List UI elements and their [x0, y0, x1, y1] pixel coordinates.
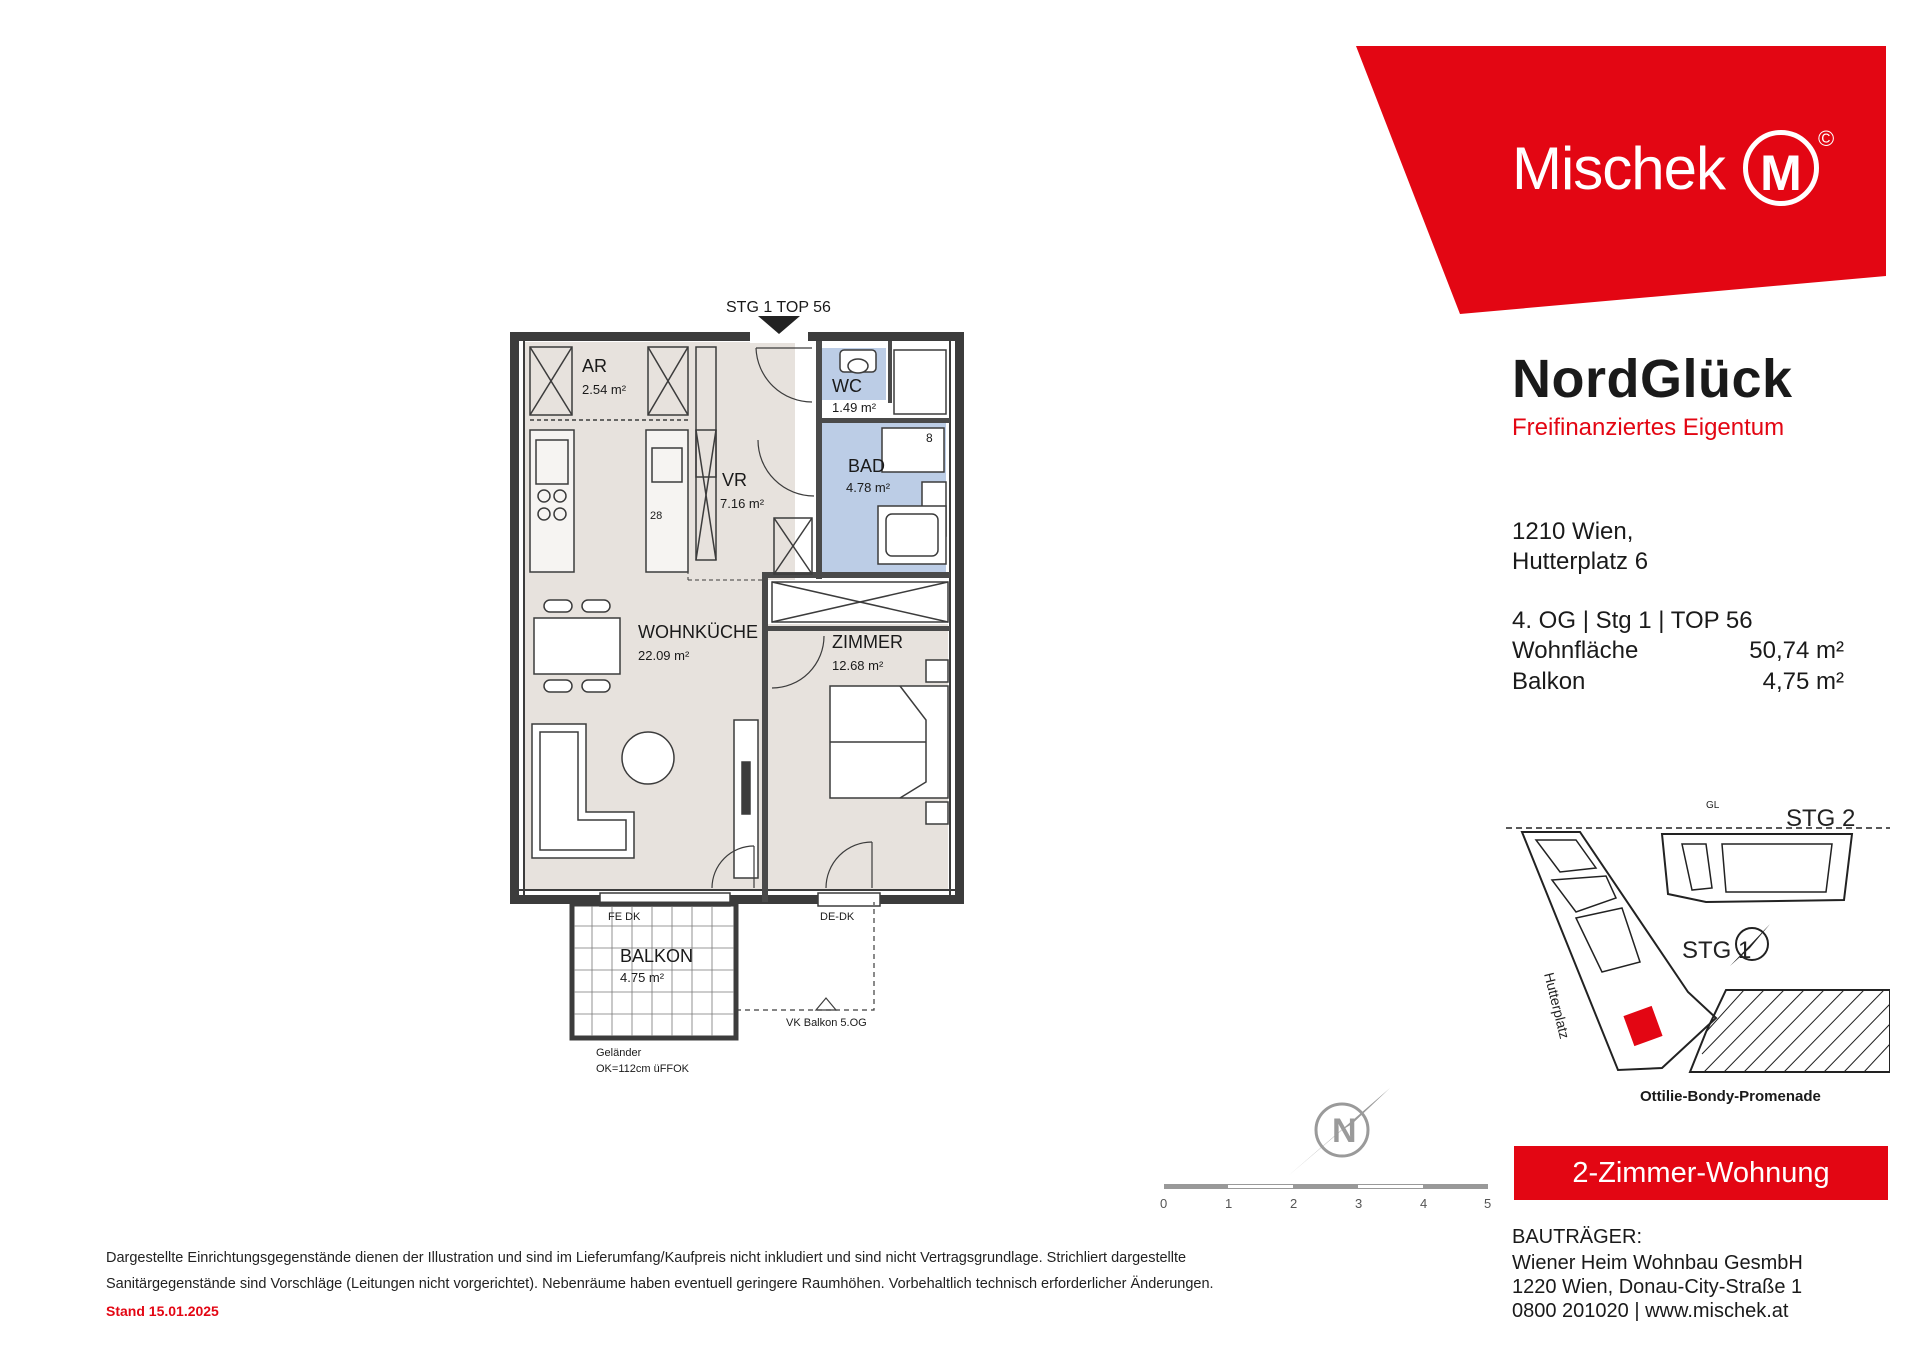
site-plan [1506, 792, 1890, 1112]
living-area-value: 50,74 m² [1749, 637, 1844, 664]
address-line-2: Hutterplatz 6 [1512, 548, 1649, 575]
room-name-zimmer: ZIMMER [832, 632, 903, 652]
address-line-1: 1210 Wien, [1512, 518, 1634, 545]
developer-contact: 0800 201020 | www.mischek.at [1512, 1300, 1789, 1322]
room-area-zimmer: 12.68 m² [832, 658, 884, 673]
room-area-wohnkueche: 22.09 m² [638, 648, 690, 663]
room-area-vr: 7.16 m² [720, 496, 765, 511]
floor-plan [460, 290, 1060, 1090]
room-area-wc: 1.49 m² [832, 400, 877, 415]
room-name-bad: BAD [848, 456, 886, 476]
developer-name: Wiener Heim Wohnbau GesmbH [1512, 1252, 1803, 1274]
room-area-bad: 4.78 m² [846, 480, 891, 495]
unit-identifier: 4. OG | Stg 1 | TOP 56 [1512, 607, 1753, 634]
entrance-label: STG 1 TOP 56 [726, 299, 831, 316]
room-name-ar: AR [582, 356, 608, 376]
scale-tick-5: 5 [1484, 1196, 1492, 1211]
room-name-vr: VR [722, 470, 748, 490]
north-arrow-icon [1282, 1084, 1402, 1184]
balcony-edge-note: VK Balkon 5.OG [786, 1017, 867, 1029]
project-name: NordGlück [1512, 349, 1793, 409]
scale-tick-4: 4 [1420, 1196, 1428, 1211]
room-name-wohnkueche: WOHNKÜCHE [638, 622, 758, 642]
site-stg1-label: STG 1 [1682, 937, 1752, 964]
room-name-balkon: BALKON [620, 946, 694, 966]
balcony-area-value: 4,75 m² [1762, 668, 1844, 695]
disclaimer-line-2: Sanitärgegenstände sind Vorschläge (Leitungen nicht vorgerichtet). Nebenräume haben eventuell geringere Raumhöhen. Vorbehaltlich technisch erforderlicher Änderungen. [106, 1276, 1214, 1292]
scale-tick-3: 3 [1355, 1196, 1363, 1211]
developer-heading: BAUTRÄGER: [1512, 1226, 1643, 1248]
balcony-area-label: Balkon [1512, 668, 1586, 695]
project-subtitle: Freifinanziertes Eigentum [1512, 414, 1785, 441]
brand-registered-mark: © [1818, 126, 1835, 151]
door-label-de-dk: DE-DK [820, 911, 855, 923]
site-road-label: Ottilie-Bondy-Promenade [1640, 1088, 1821, 1105]
scale-tick-2: 2 [1290, 1196, 1298, 1211]
scale-tick-0: 0 [1160, 1196, 1168, 1211]
unit-type-banner: 2-Zimmer-Wohnung [1514, 1146, 1888, 1200]
site-gl-label: GL [1706, 800, 1720, 811]
door-label-fe-dk: FE DK [608, 911, 641, 923]
railing-note-line-2: OK=112cm üFFOK [596, 1063, 690, 1075]
fixture-label-8: 8 [926, 431, 933, 445]
room-name-wc: WC [832, 376, 862, 396]
scale-bar [1160, 1180, 1500, 1216]
railing-note-line-1: Geländer [596, 1047, 642, 1059]
room-area-balkon: 4.75 m² [620, 970, 665, 985]
living-area-label: Wohnfläche [1512, 637, 1639, 664]
site-stg2-label: STG 2 [1786, 805, 1856, 832]
brand-wordmark: Mischek [1512, 135, 1726, 202]
svg-text:N: N [1332, 1112, 1357, 1150]
site-street-label: Hutterplatz [1541, 970, 1573, 1041]
disclaimer-date: Stand 15.01.2025 [106, 1303, 219, 1319]
mischek-logo [1512, 126, 1842, 202]
room-area-ar: 2.54 m² [582, 382, 627, 397]
brand-monogram: M [1743, 130, 1819, 206]
developer-address: 1220 Wien, Donau-City-Straße 1 [1512, 1276, 1803, 1298]
fixture-label-28: 28 [650, 510, 663, 522]
scale-tick-1: 1 [1225, 1196, 1233, 1211]
site-hatch [1702, 990, 1890, 1072]
disclaimer-line-1: Dargestellte Einrichtungsgegenstände dienen der Illustration und sind im Lieferumfang/Kaufpreis nicht inkludiert und sind nicht Vertragsgrundlage. Strichliert dargestellte [106, 1250, 1187, 1266]
